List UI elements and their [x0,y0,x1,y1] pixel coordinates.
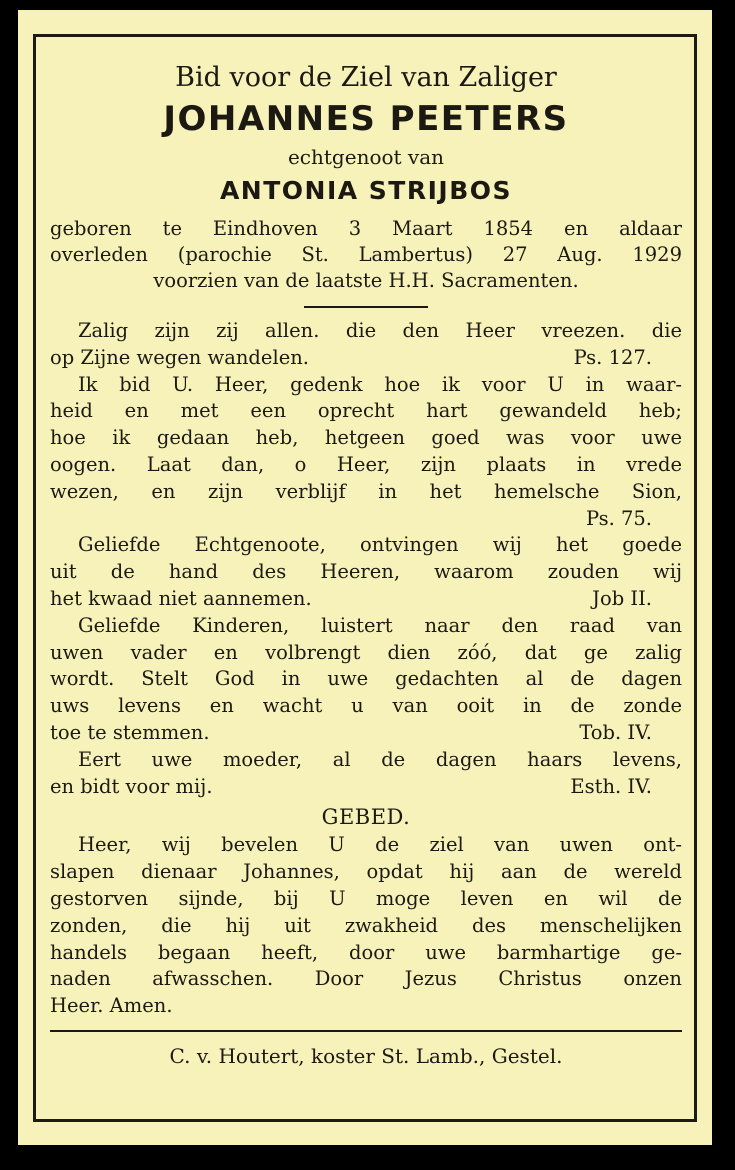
scripture-reference: Job II. [592,586,652,610]
verse-line: Ik bid U. Heer, gedenk hoe ik voor U in waar- [78,372,682,396]
scripture-reference: Esth. IV. [570,774,652,798]
verse [50,613,682,747]
spouse-label: echtgenoot van [287,145,445,169]
prayer-text [50,832,682,1020]
verses [50,318,682,1020]
verse-line: wordt. Stelt God in uwe gedachten al de dagen [50,667,682,691]
verse-last-line [50,774,682,801]
divider [304,306,428,308]
verse [50,318,682,372]
scripture-reference: Ps. 75. [585,506,652,530]
memorial-card [18,10,712,1145]
scripture-reference: Tob. IV. [579,720,652,744]
prayer-title: GEBED. [321,805,411,830]
verse-line: uws levens en wacht u van ooit in de zonde [50,694,682,718]
verse-last-line [50,586,682,613]
verse-line: Geliefde Kinderen, luistert naar den raad van [78,613,682,637]
verse-line: uwen vader en volbrengt dien zóó, dat ge zalig [50,640,682,664]
verse-last-line [50,720,682,747]
prayer-line: slapen dienaar Johannes, opdat hij aan de wereld [50,860,682,884]
verse-line: wezen, en zijn verblijf in het hemelsche Sion, [50,479,682,503]
verse-last-line [50,345,682,372]
verse-line: op Zijne wegen wandelen. [50,345,309,369]
bio-line: geboren te Eindhoven 3 Maart 1854 en aldaar [50,217,682,240]
verse-line: en bidt voor mij. [50,774,213,798]
deceased-name: JOHANNES PEETERS [163,99,569,139]
prayer-line: Heer. Amen. [50,994,173,1018]
card-content [50,50,682,1072]
verse-line: hoe ik gedaan heb, hetgeen goed was voor uwe [50,426,682,450]
scripture-reference: Ps. 127. [573,345,652,369]
verse [50,372,682,533]
prayer-line: Heer, wij bevelen U de ziel van uwen ont- [78,833,682,857]
verse [50,532,682,612]
bio-line: overleden (parochie St. Lambertus) 27 Aug. 1929 [50,243,682,266]
prayer-line: zonden, die hij uit zwakheid des menschelijken [50,913,682,937]
printer-credit: C. v. Houtert, koster St. Lamb., Gestel. [169,1043,563,1068]
verse-line: Eert uwe moeder, al de dagen haars levens, [78,747,682,771]
spouse-name: ANTONIA STRIJBOS [219,176,513,205]
verse-line: uit de hand des Heeren, waarom zouden wij [50,560,682,584]
prayer-line: naden afwasschen. Door Jezus Christus onzen [50,967,682,991]
verse [50,747,682,801]
bio-line: voorzien van de laatste H.H. Sacramenten. [153,269,579,292]
verse-line: toe te stemmen. [50,720,210,744]
divider [50,1030,682,1032]
verse-line: heid en met een oprecht hart gewandeld heb; [50,399,682,423]
biography [50,216,682,294]
intro-heading: Bid voor de Ziel van Zaliger [175,62,557,93]
verse-line: oogen. Laat dan, o Heer, zijn plaats in vrede [50,452,682,476]
verse-line: Zalig zijn zij allen. die den Heer vreezen. die [78,319,682,342]
verse-line: het kwaad niet aannemen. [50,586,312,610]
prayer-line: handels begaan heeft, door uwe barmhartige ge- [50,940,682,964]
prayer-line: gestorven sijnde, bij U moge leven en wil de [50,886,682,910]
verse-line: Geliefde Echtgenoote, ontvingen wij het goede [78,533,682,557]
